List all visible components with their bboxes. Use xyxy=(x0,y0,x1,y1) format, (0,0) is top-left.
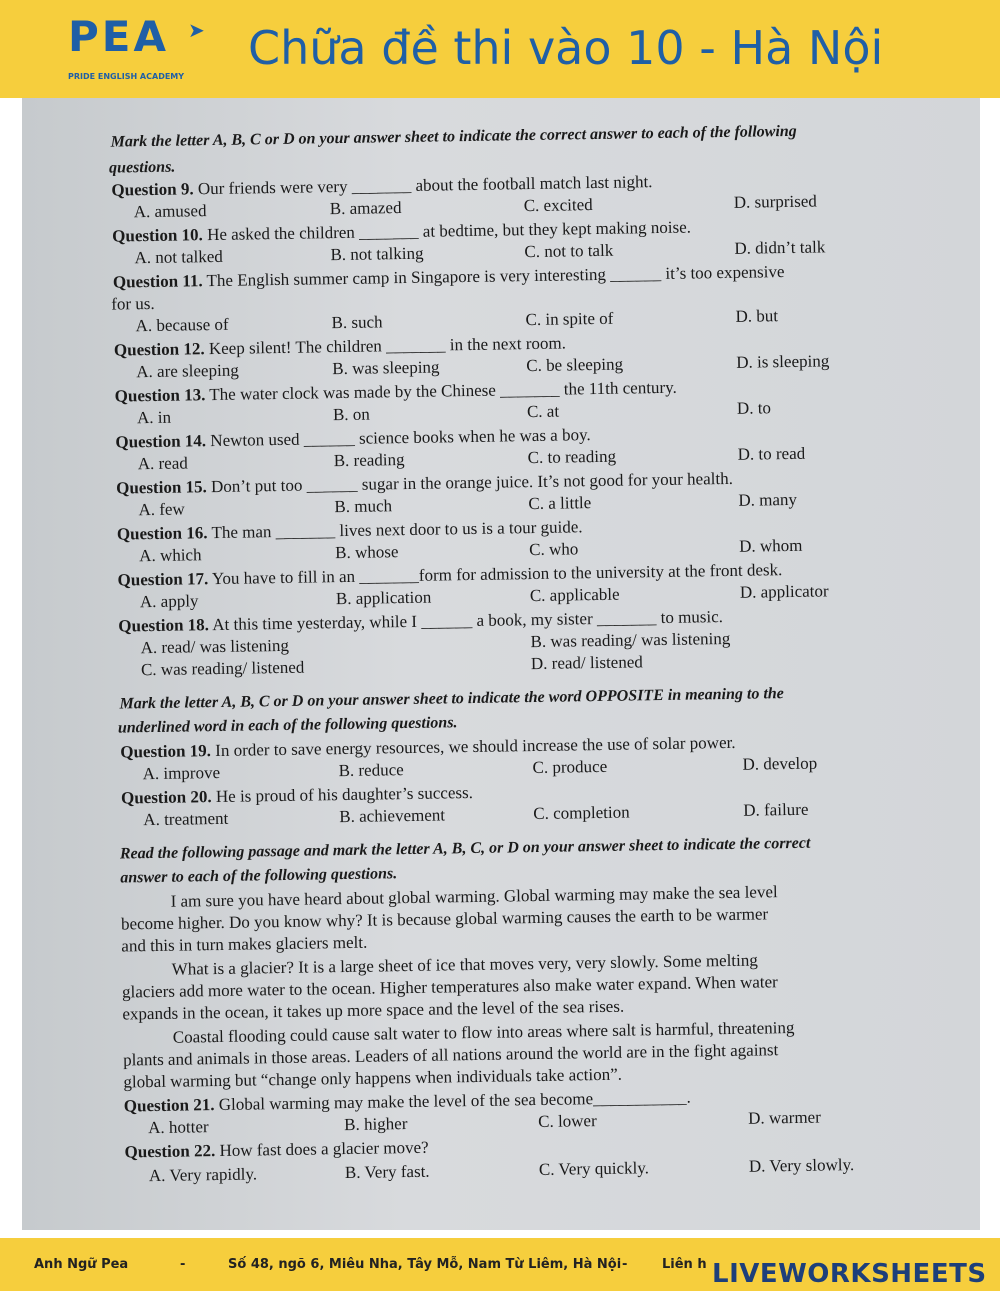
line-text: A. not talked xyxy=(134,246,223,268)
line-text: He asked the children _______ at bedtime, but they kept making noise. xyxy=(202,217,692,245)
logo-subtitle: PRIDE ENGLISH ACADEMY xyxy=(68,72,185,81)
text-line xyxy=(141,658,305,681)
text-line xyxy=(528,447,617,468)
text-line xyxy=(345,1162,430,1183)
text-line xyxy=(529,539,578,560)
line-text: Coastal flooding could cause salt water to flow into areas where salt is harmful, threatening xyxy=(172,1017,795,1047)
text-line xyxy=(743,800,808,821)
question-line xyxy=(115,425,591,452)
pea-logo xyxy=(68,14,218,84)
text-line xyxy=(138,453,188,474)
question-number: Question 10. xyxy=(112,225,204,246)
text-line xyxy=(530,585,620,606)
line-text: C. be sleeping xyxy=(526,354,624,376)
line-text: A. amused xyxy=(133,201,207,222)
text-line xyxy=(344,1114,408,1135)
line-text: You have to fill in an _______form for admission to the university at the front desk. xyxy=(208,560,783,589)
line-text: A. Very rapidly. xyxy=(148,1164,258,1186)
line-text: A. few xyxy=(138,499,185,520)
line-text: D. warmer xyxy=(747,1107,821,1128)
instruction-line xyxy=(119,684,784,714)
text-line xyxy=(524,195,593,216)
line-text: D. whom xyxy=(738,535,803,556)
line-text: B. was reading/ was listening xyxy=(530,628,731,652)
liveworksheets-watermark: LIVEWORKSHEETS xyxy=(712,1259,987,1289)
line-text: D. applicator xyxy=(739,581,829,602)
line-text: C. completion xyxy=(533,802,630,824)
line-text: B. achievement xyxy=(339,805,446,827)
text-line xyxy=(738,444,806,465)
question-number: Question 20. xyxy=(120,787,212,808)
line-text: A. because of xyxy=(135,314,229,336)
line-text: D. is sleeping xyxy=(736,351,830,372)
text-line xyxy=(136,361,239,383)
line-text: expands in the ocean, it takes up more space and the level of the sea rises. xyxy=(122,996,625,1024)
page-title: Chữa đề thi vào 10 - Hà Nội xyxy=(248,21,884,75)
line-text: D. to xyxy=(736,398,772,418)
line-text: C. was reading/ listened xyxy=(140,657,305,680)
line-text: The man _______ lives next door to us is a tour guide. xyxy=(207,517,583,543)
text-line xyxy=(137,408,171,429)
text-line xyxy=(139,545,202,566)
line-text: Don’t put too ______ sugar in the orange juice. It’s not good for your health. xyxy=(206,468,734,497)
line-text: In order to save energy resources, we should increase the use of solar power. xyxy=(210,732,736,761)
text-line xyxy=(140,591,199,612)
instruction-line xyxy=(120,834,811,865)
line-text: C. applicable xyxy=(529,584,620,606)
line-text: A. treatment xyxy=(143,808,229,830)
question-number: Question 15. xyxy=(115,477,207,498)
question-number: Question 13. xyxy=(114,385,206,406)
line-text: B. Very fast. xyxy=(344,1161,430,1183)
line-text: C. a little xyxy=(528,493,592,514)
text-line xyxy=(138,499,185,520)
line-text: C. produce xyxy=(532,756,608,778)
line-text: Mark the letter A, B, C or D on your answer sheet to indicate the correct answer to each of the following xyxy=(110,122,797,151)
text-line xyxy=(331,312,382,333)
footer-separator: - xyxy=(180,1257,186,1272)
line-text: answer to each of the following questions. xyxy=(120,865,398,887)
question-line xyxy=(121,783,473,809)
text-line xyxy=(333,405,370,426)
line-text: B. whose xyxy=(335,542,399,563)
line-text: B. higher xyxy=(344,1114,408,1135)
text-line xyxy=(134,201,207,222)
question-line xyxy=(117,560,782,590)
text-line xyxy=(736,351,829,372)
line-text: B. on xyxy=(332,404,371,425)
line-text: He is proud of his daughter’s success. xyxy=(211,783,474,807)
line-text: A. improve xyxy=(142,762,221,784)
text-line xyxy=(336,588,432,609)
text-line xyxy=(740,581,829,602)
footer-contact: Liên h xyxy=(662,1257,707,1272)
text-line xyxy=(143,809,228,830)
question-number: Question 11. xyxy=(112,271,203,292)
line-text: D. many xyxy=(738,489,798,510)
question-number: Question 12. xyxy=(113,339,205,360)
line-text: B. not talking xyxy=(330,243,424,265)
line-text: D. didn’t talk xyxy=(734,237,826,258)
line-text: A. apply xyxy=(139,591,199,612)
line-text: A. which xyxy=(139,545,202,566)
line-text: How fast does a glacier move? xyxy=(215,1137,429,1161)
logo-text: PEA xyxy=(68,12,169,61)
text-line xyxy=(533,803,630,825)
line-text: The English summer camp in Singapore is very interesting ______ it’s too expensive xyxy=(202,262,785,291)
line-text: Our friends were very _______ about the football match last night. xyxy=(193,172,653,199)
question-line xyxy=(114,333,566,360)
question-line xyxy=(124,1088,691,1117)
line-text: B. reduce xyxy=(338,760,404,781)
question-line xyxy=(120,733,736,763)
instruction-line xyxy=(111,122,797,153)
text-line xyxy=(334,450,405,471)
footer-address: Số 48, ngõ 6, Miêu Nha, Tây Mỗ, Nam Từ Liêm, Hà Nội xyxy=(228,1257,622,1272)
question-line xyxy=(115,378,677,407)
text-line xyxy=(134,247,223,268)
question-number: Question 14. xyxy=(115,431,207,452)
line-text: D. but xyxy=(735,306,779,326)
line-text: plants and animals in those areas. Leaders of all nations around the world are in the fight against xyxy=(122,1040,779,1070)
line-text: C. who xyxy=(529,539,579,560)
line-text: Newton used ______ science books when he was a boy. xyxy=(205,425,591,451)
question-number: Question 19. xyxy=(120,741,212,762)
text-line xyxy=(330,244,423,265)
instruction-line xyxy=(120,864,397,888)
text-line xyxy=(135,315,228,336)
text-line xyxy=(539,1158,649,1180)
line-text: Mark the letter A, B, C or D on your answer sheet to indicate the word OPPOSITE in meaning to the xyxy=(119,685,784,713)
line-text: B. application xyxy=(335,587,432,609)
line-text: D. Very slowly. xyxy=(748,1155,855,1176)
text-line xyxy=(332,357,439,379)
text-line xyxy=(742,754,817,775)
question-number: Question 22. xyxy=(124,1141,216,1162)
line-text: D. read/ listened xyxy=(530,652,643,674)
line-text: C. excited xyxy=(523,195,593,216)
line-text: At this time yesterday, while I ______ a book, my sister _______ to music. xyxy=(208,607,724,635)
text-line xyxy=(530,629,730,652)
line-text: C. Very quickly. xyxy=(538,1158,650,1180)
text-line xyxy=(735,306,778,327)
text-line xyxy=(334,496,392,517)
line-text: A. read xyxy=(137,453,188,474)
question-line xyxy=(117,517,583,544)
line-text: global warming but “change only happens when individuals take action”. xyxy=(123,1064,623,1092)
question-line xyxy=(124,1138,428,1163)
footer-separator: - xyxy=(622,1257,628,1272)
question-number: Question 9. xyxy=(111,179,194,200)
text-line xyxy=(339,805,445,827)
header-banner xyxy=(0,0,1000,98)
text-line xyxy=(121,933,367,957)
line-text: The water clock was made by the Chinese _______ the 11th century. xyxy=(205,377,677,405)
line-text: C. not to talk xyxy=(524,240,614,262)
text-line xyxy=(538,1111,597,1132)
exam-content xyxy=(22,98,980,1230)
text-line xyxy=(111,294,155,315)
line-text: A. read/ was listening xyxy=(140,635,290,658)
text-line xyxy=(734,237,825,258)
line-text: C. lower xyxy=(537,1111,597,1132)
question-number: Question 16. xyxy=(116,523,208,544)
arrow-icon: ➤ xyxy=(188,20,205,42)
text-line xyxy=(748,1108,821,1129)
text-line xyxy=(739,536,803,557)
instruction-line xyxy=(118,713,458,738)
line-text: and this in turn makes glaciers melt. xyxy=(121,932,368,956)
line-text: B. much xyxy=(334,496,393,517)
text-line xyxy=(532,757,607,778)
text-line xyxy=(149,1164,257,1186)
line-text: B. was sleeping xyxy=(332,357,440,379)
text-line xyxy=(525,309,613,330)
line-text: A. in xyxy=(136,407,172,428)
text-line xyxy=(338,760,403,781)
line-text: glaciers add more water to the ocean. Higher temperatures also make water expand. When water xyxy=(121,972,778,1002)
text-line xyxy=(749,1155,855,1177)
line-text: D. surprised xyxy=(733,191,817,212)
line-text: What is a glacier? It is a large sheet of ice that moves very, very slowly. Some melting xyxy=(171,950,758,979)
text-line xyxy=(335,542,399,563)
line-text: D. to read xyxy=(737,443,806,464)
text-line xyxy=(527,402,559,423)
footer-brand: Anh Ngữ Pea xyxy=(34,1257,129,1272)
line-text: I am sure you have heard about global warming. Global warming may make the sea level xyxy=(170,882,778,911)
line-text: B. reading xyxy=(333,450,405,471)
text-line xyxy=(531,652,643,674)
text-line xyxy=(524,241,613,262)
text-line xyxy=(330,198,402,219)
line-text: B. such xyxy=(331,312,383,333)
text-line xyxy=(142,763,220,784)
line-text: questions. xyxy=(108,158,176,177)
line-text: B. amazed xyxy=(329,198,402,219)
question-number: Question 21. xyxy=(123,1095,215,1116)
line-text: C. in spite of xyxy=(525,308,614,330)
question-line xyxy=(116,469,733,499)
line-text: C. to reading xyxy=(527,446,617,468)
exam-paper xyxy=(22,98,980,1230)
line-text: A. are sleeping xyxy=(136,360,239,382)
line-text: for us. xyxy=(111,293,155,314)
line-text: Keep silent! The children _______ in the next room. xyxy=(204,333,567,359)
text-line xyxy=(528,493,591,514)
text-line xyxy=(734,192,817,213)
line-text: A. hotter xyxy=(148,1117,209,1138)
text-line xyxy=(737,398,771,419)
line-text: underlined word in each of the following questions. xyxy=(117,714,458,737)
instruction-line xyxy=(109,158,176,179)
text-line xyxy=(738,490,797,511)
line-text: Read the following passage and mark the letter A, B, C, or D on your answer sheet to indicate the correct xyxy=(119,834,811,863)
line-text: D. develop xyxy=(742,753,818,774)
text-line xyxy=(526,355,623,377)
question-number: Question 18. xyxy=(118,615,210,636)
line-text: become higher. Do you know why? It is because global warming causes the earth to be warmer xyxy=(120,904,769,934)
text-line xyxy=(148,1117,209,1138)
line-text: D. failure xyxy=(743,799,809,820)
line-text: C. at xyxy=(526,401,560,422)
text-line xyxy=(140,636,289,658)
question-number: Question 17. xyxy=(117,569,209,590)
line-text: Global warming may make the level of the sea become___________. xyxy=(214,1087,691,1115)
